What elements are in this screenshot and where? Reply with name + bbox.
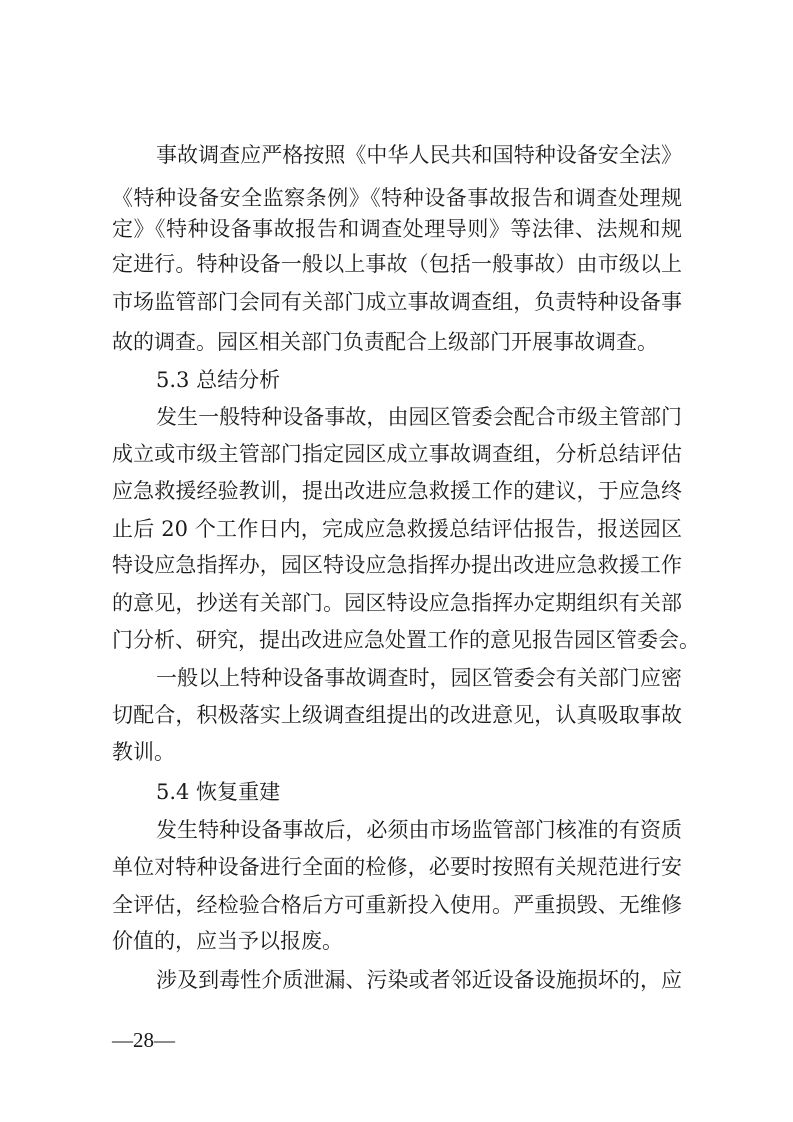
section-heading-5-4: 5.4 恢复重建 <box>156 780 281 804</box>
paragraph-line: 单位对特种设备进行全面的检修，必要时按照有关规范进行安 <box>112 855 682 879</box>
paragraph-line: 《特种设备安全监察条例》《特种设备事故报告和调查处理规 <box>112 186 682 210</box>
paragraph-line: 应急救援经验教训，提出改进应急救援工作的建议，于应急终 <box>112 479 682 503</box>
paragraph-line: 定进行。特种设备一般以上事故（包括一般事故）由市级以上 <box>112 252 682 276</box>
paragraph-line: 特设应急指挥办，园区特设应急指挥办提出改进应急救援工作 <box>112 553 682 577</box>
paragraph-line: 发生一般特种设备事故，由园区管委会配合市级主管部门 <box>156 405 682 429</box>
section-heading-5-3: 5.3 总结分析 <box>156 368 281 392</box>
paragraph-line: 教训。 <box>112 740 175 764</box>
paragraph-line: 门分析、研究，提出改进应急处置工作的意见报告园区管委会。 <box>112 628 700 652</box>
paragraph-line: 切配合，积极落实上级调查组提出的改进意见，认真吸取事故 <box>112 703 682 727</box>
paragraph-line: 全评估，经检验合格后方可重新投入使用。严重损毁、无维修 <box>112 893 682 917</box>
paragraph-line: 市场监管部门会同有关部门成立事故调查组，负责特种设备事 <box>112 290 682 314</box>
page-number: —28— <box>112 1028 175 1052</box>
paragraph-line: 价值的，应当予以报废。 <box>112 929 343 953</box>
paragraph-line: 止后 20 个工作日内，完成应急救援总结评估报告，报送园区 <box>112 517 682 541</box>
paragraph-line: 故的调查。园区相关部门负责配合上级部门开展事故调查。 <box>112 330 658 354</box>
paragraph-line: 一般以上特种设备事故调查时，园区管委会有关部门应密 <box>156 666 682 690</box>
paragraph-line: 定》《特种设备事故报告和调查处理导则》等法律、法规和规 <box>112 217 682 241</box>
paragraph-line: 涉及到毒性介质泄漏、污染或者邻近设备设施损坏的，应 <box>156 968 682 992</box>
paragraph-line: 成立或市级主管部门指定园区成立事故调查组，分析总结评估 <box>112 442 682 466</box>
paragraph-line: 事故调查应严格按照《中华人民共和国特种设备安全法》 <box>156 143 682 167</box>
paragraph-line: 发生特种设备事故后，必须由市场监管部门核准的有资质 <box>156 818 682 842</box>
paragraph-line: 的意见，抄送有关部门。园区特设应急指挥办定期组织有关部 <box>112 591 682 615</box>
